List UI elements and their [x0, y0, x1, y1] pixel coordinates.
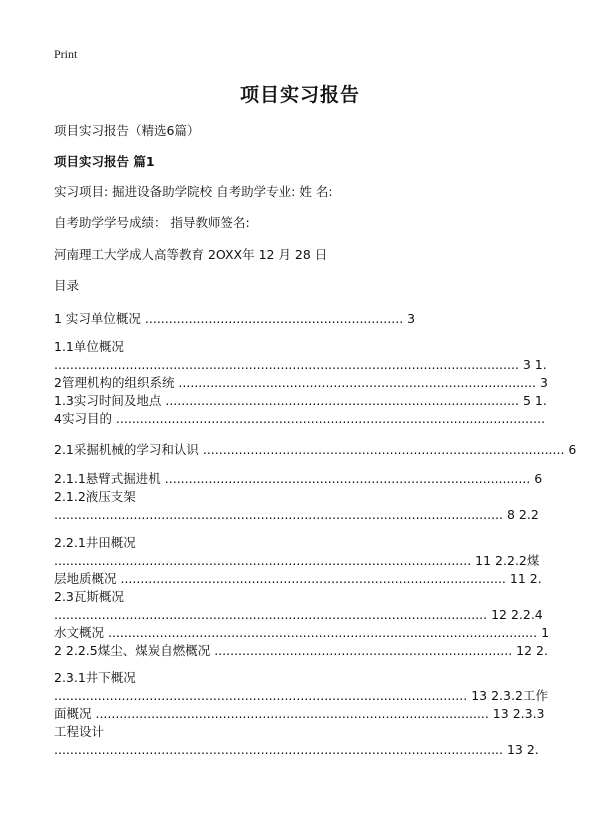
- toc-block-2-2-1: 2.2.1井田概况 ......................................................................................................... 11 2.2.2煤层地质概况 ................................................................................................. 11 2.2.3瓦斯概况 ............................................................................................................. 12 2.2.4水文概况 ............................................................................................................ 12 2.2.5煤尘、煤炭自燃概况 ........................................................................... 12 2.: [54, 535, 550, 658]
- document-subtitle: 项目实习报告（精选6篇）: [54, 123, 200, 138]
- school-date-line: 河南理工大学成人高等教育 2OXX年 12 月 28 日: [54, 247, 328, 262]
- toc-entry-1: 1 实习单位概况 ................................................................. 3: [54, 311, 416, 326]
- toc-entry-2-1: 2.1采掘机械的学习和认识 ........................................................................................... 6: [54, 442, 577, 457]
- toc-block-1-1: 1.1单位概况 ..................................................................................................................... 3 1.2管理机构的组织系统 .......................................................................................... 3 1.3实习时间及地点 ......................................................................................... 5 1.4实习目的 ............................................................................................................: [54, 339, 548, 424]
- student-id-line: 自考助学学号成绩： 指导教师签名:: [54, 215, 250, 230]
- document-title: 项目实习报告: [239, 84, 360, 106]
- toc-block-2-3-1: 2.3.1井下概况 ........................................................................................................ 13 2.3.2工作面概况 ................................................................................................... 13 2.3.3工程设计 ................................................................................................................. 13 2.: [54, 670, 548, 757]
- project-info-line: 实习项目: 掘进设备助学院校 自考助学专业: 姓 名:: [54, 184, 333, 199]
- section-heading: 项目实习报告 篇1: [54, 154, 155, 169]
- toc-block-2-1-1: 2.1.1悬臂式掘进机 ............................................................................................ 6 2.1.2液压支架 ................................................................................................................. 8 2.2: [54, 471, 543, 522]
- toc-label: 目录: [54, 278, 80, 293]
- print-label: Print: [54, 47, 78, 61]
